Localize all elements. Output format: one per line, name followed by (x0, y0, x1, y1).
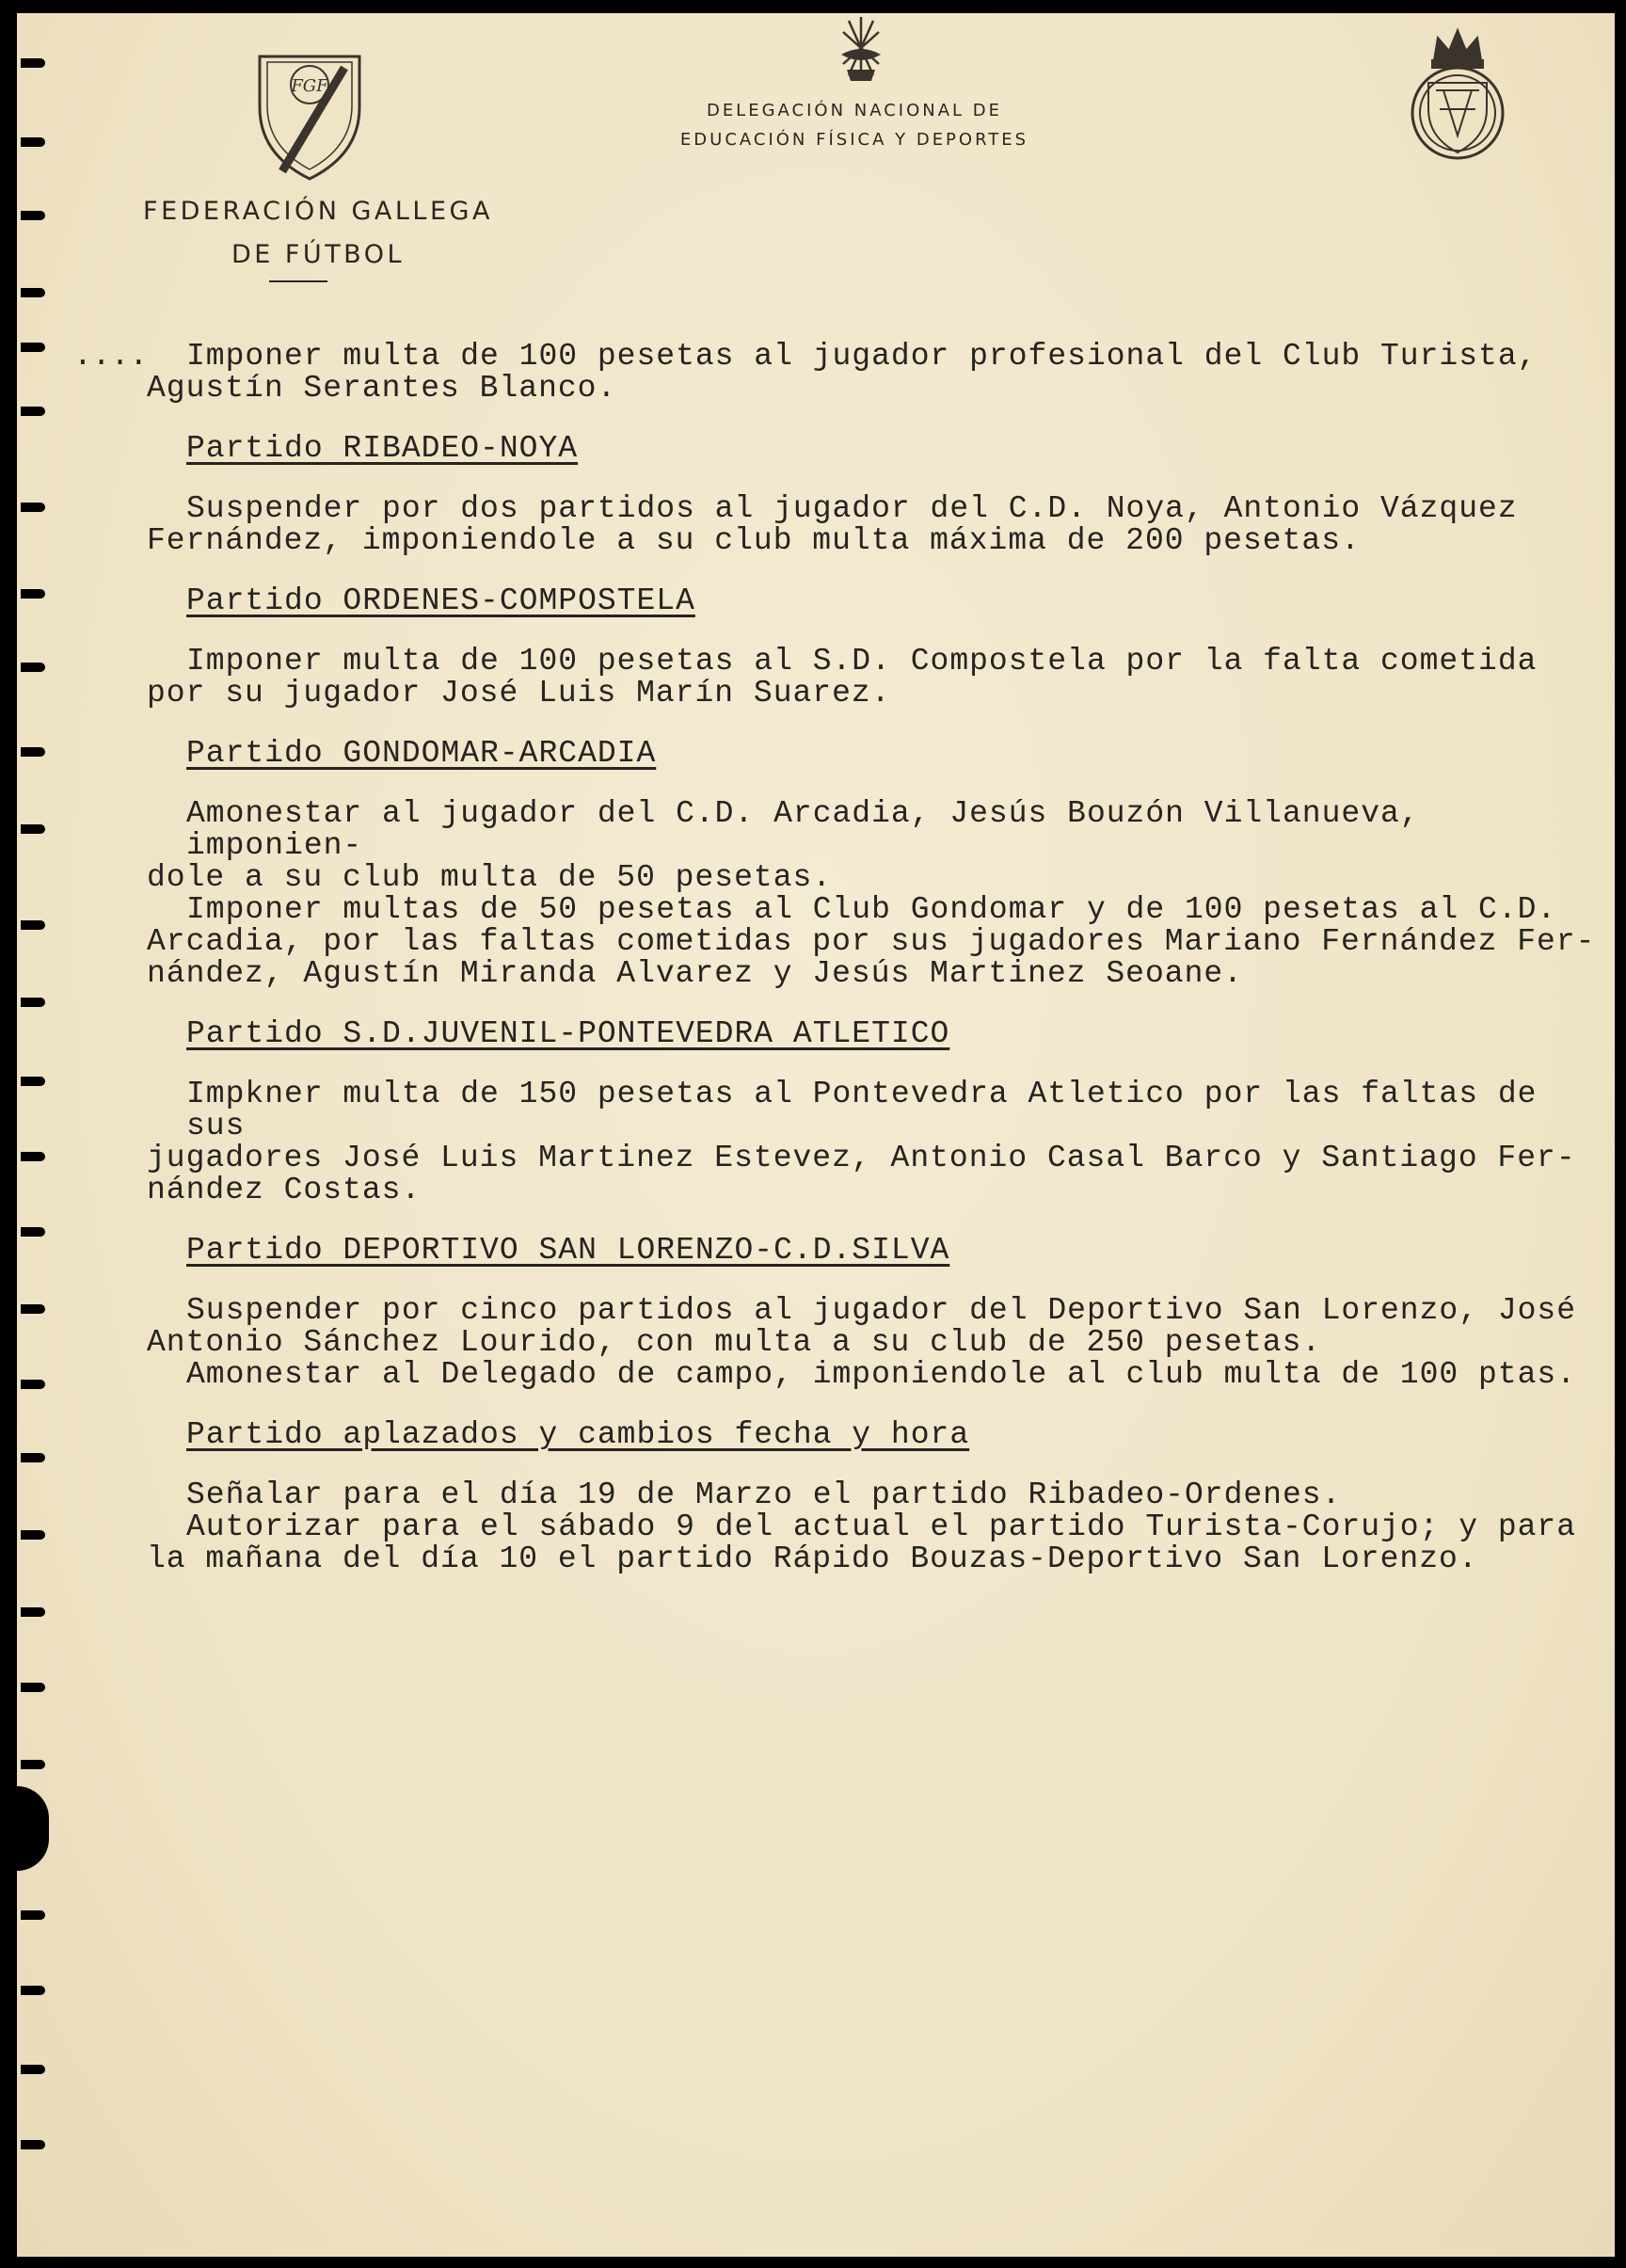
section-line: Imponer multa de 100 pesetas al S.D. Compostela por la falta cometida (186, 644, 1538, 679)
document-body (147, 341, 1596, 1575)
binder-mark (21, 2140, 45, 2149)
delegacion-heading (619, 96, 1090, 154)
section-line: Suspender por dos partidos al jugador del C.D. Noya, Antonio Vázquez (186, 491, 1518, 526)
section-line: Suspender por cinco partidos al jugador del Deportivo San Lorenzo, José (186, 1293, 1577, 1328)
binder-mark (21, 747, 45, 757)
binder-mark (21, 663, 45, 672)
section-line: Imponer multas de 50 pesetas al Club Gondomar y de 100 pesetas al C.D. (186, 892, 1557, 927)
crowned-federation-crest-icon (1406, 19, 1509, 168)
binder-mark (21, 211, 45, 220)
fgf-shield-logo-icon (254, 51, 365, 183)
torn-edge (17, 1786, 49, 1871)
delegacion-line-2: EDUCACIÓN FÍSICA Y DEPORTES (679, 130, 1029, 150)
intro-line-1: Imponer multa de 100 pesetas al jugador profesional del Club Turista, (186, 339, 1538, 374)
binder-mark (21, 589, 45, 599)
binder-mark (21, 58, 45, 68)
binder-mark (21, 1227, 45, 1237)
binder-mark (21, 288, 45, 297)
binder-mark (21, 1380, 45, 1389)
binder-mark (21, 1683, 45, 1692)
binder-mark (21, 407, 45, 416)
section-line: nández Costas. (147, 1173, 422, 1207)
fgf-logo-lettering: FGF (291, 76, 328, 96)
binder-mark (21, 343, 45, 352)
binder-mark (21, 1077, 45, 1086)
section-heading-aplazados: Partido aplazados y cambios fecha y hora (186, 1417, 970, 1452)
section-line: Impkner multa de 150 pesetas al Pontevedra Atletico por las faltas de sus (186, 1077, 1538, 1143)
section-line: dole a su club multa de 50 pesetas. (147, 860, 833, 895)
section-line: Señalar para el día 19 de Marzo el partido Ribadeo-Ordenes. (186, 1477, 1342, 1512)
section-heading-juvenil-pontevedra: Partido S.D.JUVENIL-PONTEVEDRA ATLETICO (186, 1016, 950, 1051)
header-divider (269, 280, 327, 282)
section-line: Fernández, imponiendole a su club multa máxima de 200 pesetas. (147, 523, 1361, 558)
section-line: la mañana del día 10 el partido Rápido Bouzas-Deportivo San Lorenzo. (147, 1541, 1478, 1576)
binder-mark (21, 503, 45, 512)
binder-mark (21, 998, 45, 1007)
document-page (17, 13, 1615, 2257)
section-line: jugadores José Luis Martinez Estevez, Antonio Casal Barco y Santiago Fer- (147, 1141, 1576, 1175)
continuation-dots: .... (73, 339, 149, 374)
section-heading-san-lorenzo-silva: Partido DEPORTIVO SAN LORENZO-C.D.SILVA (186, 1233, 950, 1268)
federacion-heading (111, 190, 525, 277)
yoke-arrows-emblem-icon (837, 13, 885, 88)
binder-mark (21, 1760, 45, 1769)
section-line: Amonestar al Delegado de campo, imponiendole al club multa de 100 ptas. (186, 1357, 1577, 1392)
federacion-line-1: FEDERACIÓN GALLEGA (143, 197, 493, 226)
section-heading-ordenes-compostela: Partido ORDENES-COMPOSTELA (186, 583, 695, 618)
binder-mark (21, 1453, 45, 1462)
section-line: Arcadia, por las faltas cometidas por sus jugadores Mariano Fernández Fer- (147, 924, 1596, 959)
section-line: Amonestar al jugador del C.D. Arcadia, Jesús Bouzón Villanueva, imponien- (186, 796, 1420, 863)
binder-mark (21, 1910, 45, 1920)
binder-mark (21, 1530, 45, 1540)
section-line: nández, Agustín Miranda Alvarez y Jesús Martinez Seoane. (147, 956, 1243, 991)
binder-mark (21, 1607, 45, 1617)
binder-mark (21, 920, 45, 930)
binder-mark (21, 137, 45, 147)
binder-mark (21, 824, 45, 834)
binder-mark (21, 1152, 45, 1161)
section-heading-ribadeo-noya: Partido RIBADEO-NOYA (186, 431, 579, 466)
section-heading-gondomar-arcadia: Partido GONDOMAR-ARCADIA (186, 736, 657, 771)
binder-mark (21, 1986, 45, 1995)
section-line: Autorizar para el sábado 9 del actual el partido Turista-Corujo; y para (186, 1509, 1577, 1544)
federacion-line-2: DE FÚTBOL (231, 240, 406, 269)
intro-line-2: Agustín Serantes Blanco. (147, 371, 617, 406)
section-line: Antonio Sánchez Lourido, con multa a su club de 250 pesetas. (147, 1325, 1322, 1360)
section-line: por su jugador José Luis Marín Suarez. (147, 676, 891, 711)
binder-mark (21, 1304, 45, 1314)
delegacion-line-1: DELEGACIÓN NACIONAL DE (706, 101, 1003, 120)
binder-mark (21, 2065, 45, 2074)
